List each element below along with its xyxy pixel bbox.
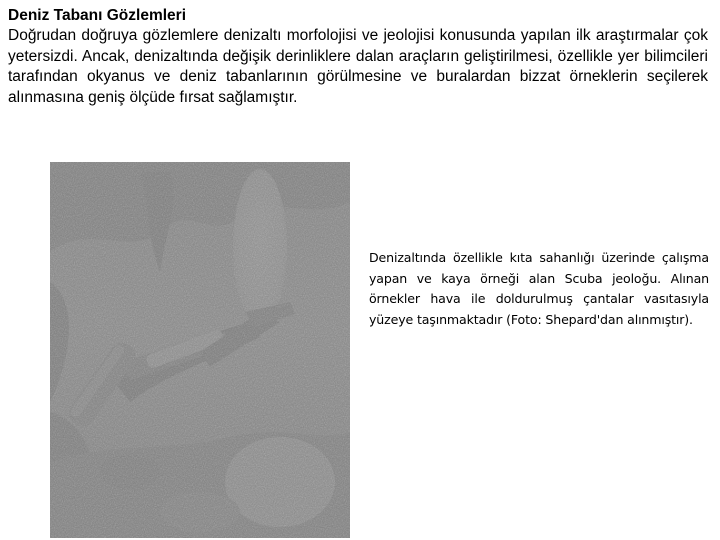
- intro-paragraph: Doğrudan doğruya gözlemlere denizaltı morfolojisi ve jeolojisi konusunda yapılan ilk araştırmalar çok yetersizdi. Ancak, denizaltında değişik derinliklere dalan araçların geliştirilmesi, özellikle yer bilimcileri tarafından okyanus ve deniz tabanlarının görülmesine ve buralardan bizzat örneklerin seçilerek alınmasına geniş ölçüde fırsat sağlamıştır.: [8, 27, 708, 106]
- photo-illustration: [50, 162, 350, 538]
- scuba-geologist-photo: [50, 162, 350, 538]
- photo-caption: Denizaltında özellikle kıta sahanlığı üzerinde çalışma yapan ve kaya örneği alan Scuba jeoloğu. Alınan örnekler hava ile doldurulmuş çantalar vasıtasıyla yüzeye taşınmaktadır (Foto: Shepard'dan alınmıştır).: [369, 250, 709, 327]
- page-title: Deniz Tabanı Gözlemleri: [8, 7, 187, 24]
